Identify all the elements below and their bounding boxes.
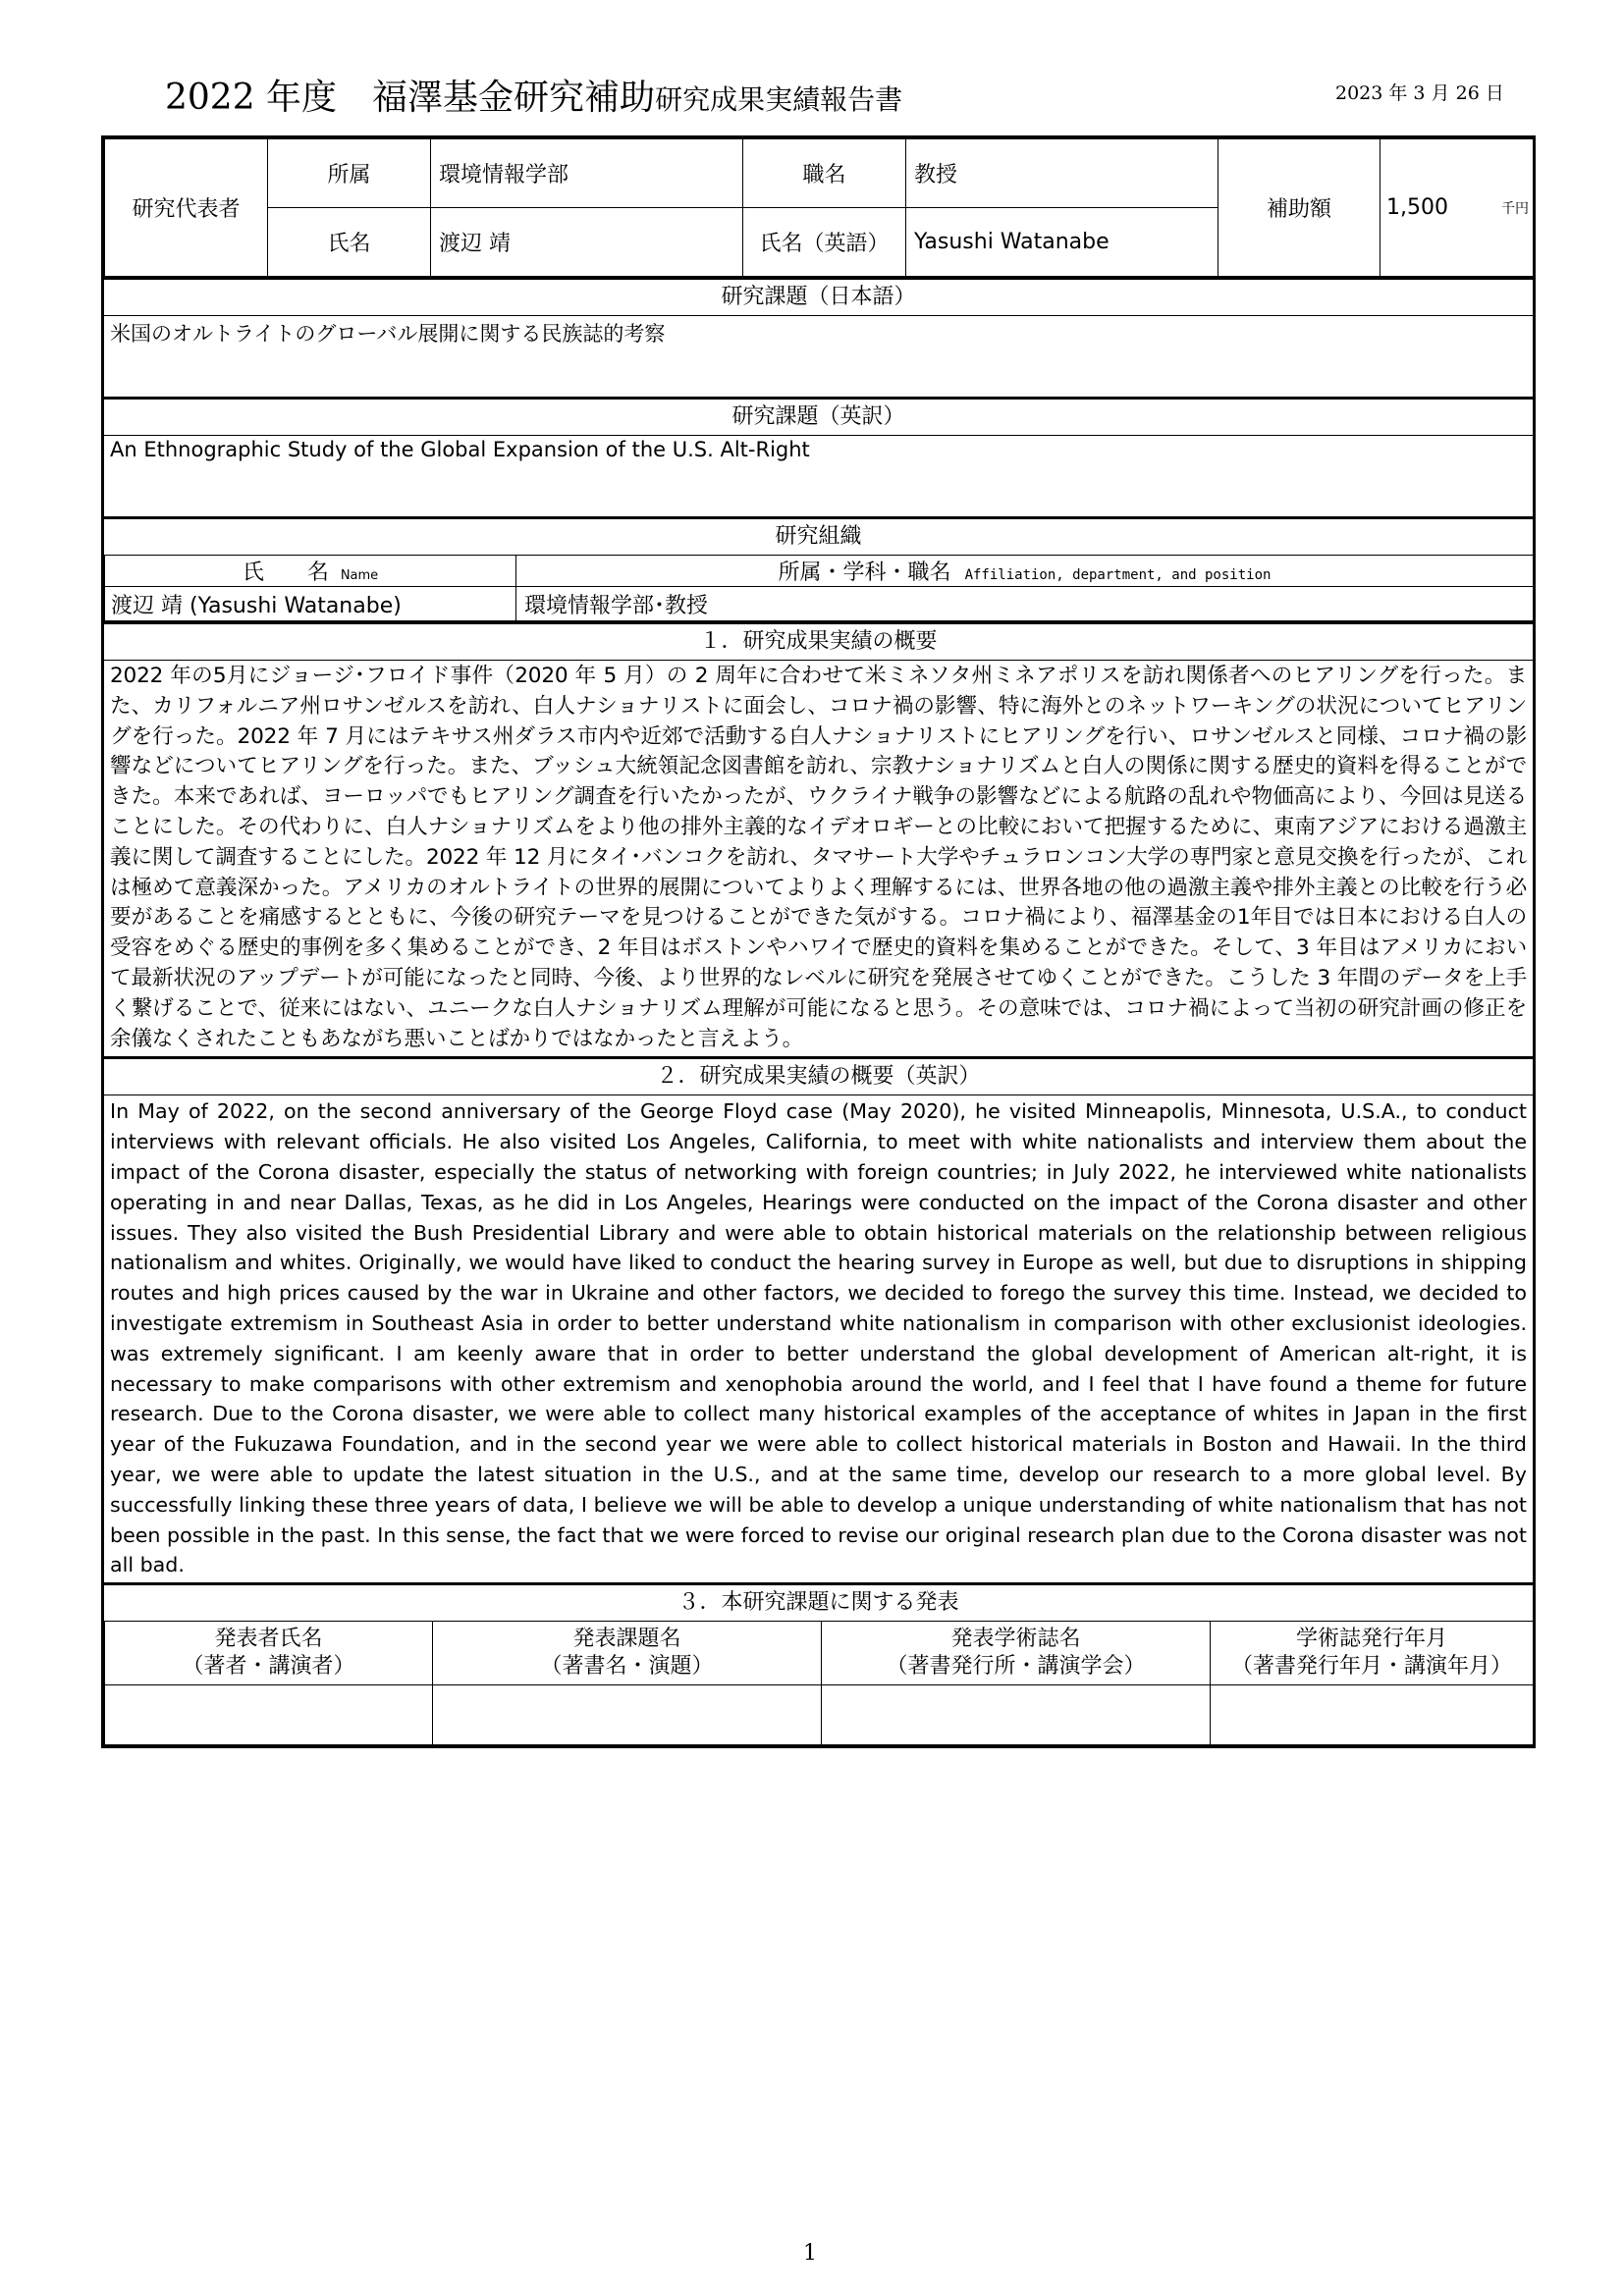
name-value: 渡辺 靖 — [431, 208, 743, 277]
organization-heading: 研究組織 — [104, 516, 1533, 556]
org-col-affiliation-en: Affiliation, department, and position — [964, 567, 1272, 583]
grant-label: 補助額 — [1218, 139, 1380, 277]
pub-col-venue — [822, 1622, 1211, 1685]
report-date: 2023 年 3 月 26 日 — [1335, 82, 1504, 104]
org-member-row — [105, 587, 1534, 621]
org-member-name: 渡辺 靖 (Yasushi Watanabe) — [105, 587, 516, 621]
representative-table — [104, 138, 1534, 277]
pub-col-title-sub: （著書名・演題） — [540, 1654, 714, 1680]
pub-empty-row — [105, 1685, 1534, 1745]
pub-col-venue-sub: （著書発行所・講演学会） — [886, 1654, 1146, 1680]
grant-amount-cell — [1380, 139, 1534, 277]
summary-en-heading: ２．研究成果実績の概要（英訳） — [104, 1056, 1533, 1095]
summary-ja-heading: １．研究成果実績の概要 — [104, 621, 1533, 661]
pub-col-presenter-main: 発表者氏名 — [214, 1627, 323, 1652]
representative-label: 研究代表者 — [105, 139, 268, 277]
publications-heading: ３．本研究課題に関する発表 — [104, 1582, 1533, 1622]
summary-ja-text: 2022 年の5月にジョージ･フロイド事件（2020 年 5 月）の 2 周年に合わせて米ミネソタ州ミネアポリスを訪れ関係者へのヒアリングを行った。また、カリフォルニア州ロサンゼルスを訪れ、白人ナショナリストに面会し、コロナ禍の影響、特に海外とのネットワーキングの状況についてヒアリングを行った。2022 年 7 月にはテキサス州ダラス市内や近郊で活動する白人ナショナリストにヒアリングを行い、ロサンゼルスと同様、コロナ禍の影響などについてヒアリングを行った。また、ブッシュ大統領記念図書館を訪れ、宗教ナショナリズムと白人の関係に関する歴史的資料を得ることができた。本来であれば、ヨーロッパでもヒアリング調査を行いたかったが、ウクライナ戦争の影響などによる航路の乱れや物価高により、今回は見送ることにした。その代わりに、白人ナショナリズムをより他の排外主義的なイデオロギーとの比較において把握するために、東南アジアにおける過激主義に関して調査することにした。2022 年 12 月にタイ･バンコクを訪れ、タマサート大学やチュラロンコン大学の専門家と意見交換を行ったが、これは極めて意義深かった。アメリカのオルトライトの世界的展開についてよりよく理解するには、世界各地の他の過激主義や排外主義との比較を行う必要があることを痛感するとともに、今後の研究テーマを見つけることができた気がする。コロナ禍により、福澤基金の1年目では日本における白人の受容をめぐる歴史的事例を多く集めることができ、2 年目はボストンやハワイで歴史的資料を集めることができた。そして、3 年目はアメリカにおいて最新状況のアップデートが可能になったと同時、今後、より世界的なレベルに研究を発展させてゆくことができた。こうした 3 年間のデータを上手く繋げることで、従来にはない、ユニークな白人ナショナリズム理解が可能になると思う。その意味では、コロナ禍によって当初の研究計画の修正を余儀なくされたこともあながち悪いことばかりではなかったと言えよう。 — [110, 664, 1527, 1051]
report-title-sub: 研究成果実績報告書 — [655, 83, 903, 116]
summary-en-text: In May of 2022, on the second anniversary of the George Floyd case (May 2020), he visited Minneapolis, Minnesota, U.S.A., to conduct interviews with relevant officials. He also visited Los Angeles, California, to meet with white nationalists and interview them about the impact of the Corona disaster, especially the status of networking with foreign countries; in July 2022, he interviewed white nationalists operating in and near Dallas, Texas, as he did in Los Angeles, Hearings were conducted on the impact of the Corona disaster and other issues. They also visited the Bush Presidential Library and were able to obtain historical materials on the relationship between religious nationalism and whites. Originally, we would have liked to conduct the hearing survey in Europe as well, but due to disruptions in shipping routes and high prices caused by the war in Ukraine and other factors, we decided to forego the survey this time. Instead, we decided to investigate extremism in Southeast Asia in order to better understand white nationalism in comparison with other exclusionist ideologies. was extremely significant. I am keenly aware that in order to better understand the global development of American alt-right, it is necessary to make comparisons with other extremism and xenophobia around the world, and I feel that I have found a theme for future research. Due to the Corona disaster, we were able to collect many historical examples of the acceptance of whites in Japan in the first year of the Fukuzawa Foundation, and in the second year we were able to collect historical materials in Boston and Hawaii. In the third year, we were able to update the latest situation in the U.S., and at the same time, develop our research to a more global level. By successfully linking these three years of data, I believe we will be able to develop a unique understanding of white nationalism that has not been possible in the past. In this sense, the fact that we were forced to revise our original research plan due to the Corona disaster was not all bad. — [110, 1099, 1527, 1577]
org-member-affiliation: 環境情報学部･教授 — [516, 587, 1534, 621]
pub-cell-presenter — [105, 1685, 433, 1745]
pub-col-presenter — [105, 1622, 433, 1685]
name-en-label: 氏名（英語） — [743, 208, 906, 277]
topic-en-heading: 研究課題（英訳） — [104, 397, 1533, 436]
grant-value: 1,500 — [1386, 195, 1448, 220]
topic-ja-heading: 研究課題（日本語） — [104, 277, 1533, 316]
position-value: 教授 — [906, 139, 1218, 208]
report-form — [101, 135, 1536, 1748]
pub-col-date — [1211, 1622, 1534, 1685]
name-en-value: Yasushi Watanabe — [906, 208, 1218, 277]
topic-ja-text: 米国のオルトライトのグローバル展開に関する民族誌的考察 — [110, 322, 666, 346]
org-col-affiliation-ja: 所属・学科・職名 — [778, 561, 951, 585]
pub-col-date-sub: （著書発行年月・講演年月） — [1230, 1654, 1512, 1680]
pub-col-venue-main: 発表学術誌名 — [950, 1627, 1081, 1652]
name-label: 氏名 — [268, 208, 431, 277]
report-title — [165, 80, 902, 116]
pub-cell-title — [433, 1685, 822, 1745]
organization-table — [104, 556, 1534, 621]
pub-col-title — [433, 1622, 822, 1685]
org-col-name-ja: 氏 名 — [242, 561, 329, 585]
page-number: 1 — [803, 2241, 817, 2266]
pub-cell-venue — [822, 1685, 1211, 1745]
position-label: 職名 — [743, 139, 906, 208]
pub-cell-date — [1211, 1685, 1534, 1745]
org-col-name-en: Name — [340, 568, 379, 583]
topic-en-text: An Ethnographic Study of the Global Expansion of the U.S. Alt-Right — [110, 438, 810, 461]
affiliation-label: 所属 — [268, 139, 431, 208]
pub-col-title-main: 発表課題名 — [572, 1627, 681, 1652]
affiliation-value: 環境情報学部 — [431, 139, 743, 208]
publications-table — [104, 1622, 1534, 1745]
report-title-main: 2022 年度 福澤基金研究補助 — [165, 78, 656, 118]
pub-col-presenter-sub: （著者・講演者） — [182, 1654, 355, 1680]
pub-col-date-main: 学術誌発行年月 — [1295, 1627, 1447, 1652]
grant-unit: 千円 — [1501, 200, 1529, 217]
org-col-affiliation — [516, 556, 1534, 587]
org-col-name — [105, 556, 516, 587]
